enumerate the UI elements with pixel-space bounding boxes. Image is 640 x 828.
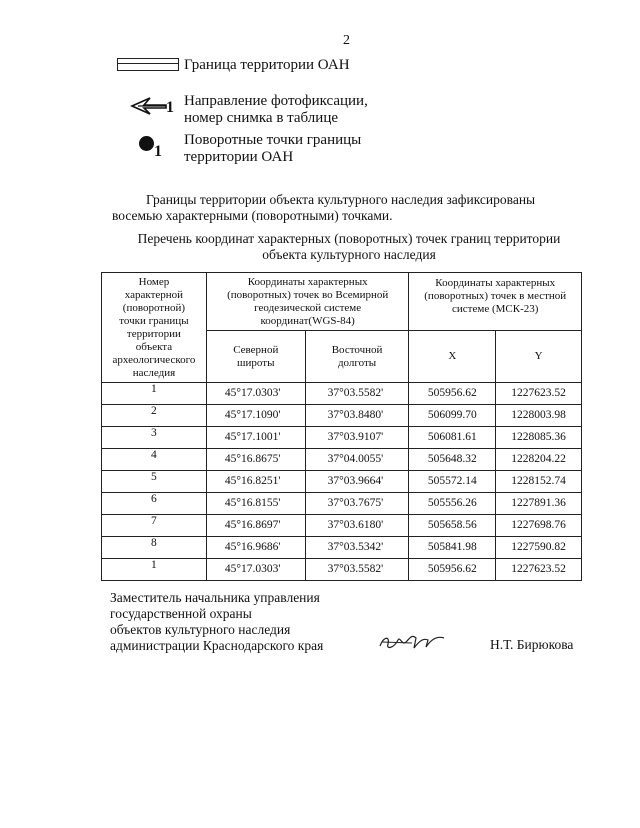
header-y: Y: [496, 331, 582, 383]
coordinates-table: [101, 272, 582, 581]
table-cell-x: 505658.56: [409, 515, 496, 537]
header-x: X: [409, 331, 496, 383]
signer-name: Н.Т. Бирюкова: [490, 637, 574, 652]
legend-points-label-line1: Поворотные точки границы: [184, 132, 362, 148]
paragraph-line1: Границы территории объекта культурного наследия зафиксированы: [146, 192, 536, 207]
table-cell-lon: 37°03.5582': [305, 383, 409, 405]
table-row: [102, 515, 582, 537]
table-cell-lon: 37°03.7675': [305, 493, 409, 515]
table-cell-lat: 45°17.0303': [206, 383, 305, 405]
table-row: [102, 537, 582, 559]
handwritten-signature: [376, 630, 448, 654]
direction-number: 1: [166, 99, 174, 116]
table-cell-lat: 45°17.0303': [206, 559, 305, 581]
table-cell-lon: 37°03.5342': [305, 537, 409, 559]
table-cell-n: 8: [102, 537, 207, 559]
table-cell-n: 1: [102, 559, 207, 581]
table-row: [102, 405, 582, 427]
paragraph-line2: восемью характерными (поворотными) точками.: [112, 208, 393, 223]
page-number: 2: [343, 33, 350, 48]
table-cell-lon: 37°03.6180': [305, 515, 409, 537]
table-cell-y: 1228003.98: [496, 405, 582, 427]
table-cell-x: 505956.62: [409, 559, 496, 581]
signer-title-line2: государственной охраны: [110, 606, 252, 621]
table-cell-lon: 37°03.8480': [305, 405, 409, 427]
photo-direction-arrow-icon: [130, 95, 170, 117]
table-cell-y: 1228204.22: [496, 449, 582, 471]
table-cell-lon: 37°03.9664': [305, 471, 409, 493]
header-msk23: Координаты характерных (поворотных) точек в местной системе (МСК-23): [409, 273, 582, 331]
table-caption-line2: объекта культурного наследия: [262, 247, 436, 262]
table-row: [102, 471, 582, 493]
header-point-number: Номер характерной (поворотной) точки границы территории объекта археологического наследия: [102, 273, 207, 383]
table-cell-y: 1228085.36: [496, 427, 582, 449]
table-row: [102, 449, 582, 471]
table-caption-line1: Перечень координат характерных (поворотных) точек границ территории: [137, 231, 561, 246]
table-cell-x: 506081.61: [409, 427, 496, 449]
table-cell-lat: 45°16.8251': [206, 471, 305, 493]
header-wgs84: Координаты характерных (поворотных) точек во Всемирной геодезической системе координат(WGS-84): [206, 273, 409, 331]
legend-points-label-line2: территории ОАН: [184, 149, 294, 165]
signer-title-line3: объектов культурного наследия: [110, 622, 291, 637]
turning-point-dot-icon: [139, 136, 154, 151]
table-cell-n: 1: [102, 383, 207, 405]
header-lat: Северной широты: [206, 331, 305, 383]
table-cell-n: 3: [102, 427, 207, 449]
table-cell-y: 1227891.36: [496, 493, 582, 515]
table-cell-lat: 45°16.9686': [206, 537, 305, 559]
table-cell-y: 1227698.76: [496, 515, 582, 537]
table-row: [102, 427, 582, 449]
table-cell-n: 4: [102, 449, 207, 471]
signer-title-line4: администрации Краснодарского края: [110, 638, 324, 653]
table-cell-y: 1227623.52: [496, 559, 582, 581]
boundary-line-symbol: [117, 58, 179, 71]
points-number: 1: [154, 143, 162, 160]
legend-direction-label-line1: Направление фотофиксации,: [184, 93, 368, 109]
table-cell-x: 505572.14: [409, 471, 496, 493]
table-cell-y: 1227590.82: [496, 537, 582, 559]
table-cell-lat: 45°16.8155': [206, 493, 305, 515]
table-cell-n: 2: [102, 405, 207, 427]
table-cell-lon: 37°03.9107': [305, 427, 409, 449]
table-row: [102, 559, 582, 581]
header-lon: Восточной долготы: [305, 331, 409, 383]
table-cell-x: 505841.98: [409, 537, 496, 559]
table-cell-lon: 37°03.5582': [305, 559, 409, 581]
table-cell-lon: 37°04.0055': [305, 449, 409, 471]
table-cell-n: 7: [102, 515, 207, 537]
table-cell-y: 1227623.52: [496, 383, 582, 405]
table-cell-lat: 45°16.8697': [206, 515, 305, 537]
table-cell-x: 505556.26: [409, 493, 496, 515]
table-cell-x: 505956.62: [409, 383, 496, 405]
legend-boundary-label: Граница территории ОАН: [184, 57, 350, 73]
table-cell-lat: 45°17.1001': [206, 427, 305, 449]
table-cell-x: 505648.32: [409, 449, 496, 471]
legend-direction-label-line2: номер снимка в таблице: [184, 110, 338, 126]
table-row: [102, 493, 582, 515]
table-cell-lat: 45°17.1090': [206, 405, 305, 427]
signer-title-line1: Заместитель начальника управления: [110, 590, 320, 605]
table-cell-lat: 45°16.8675': [206, 449, 305, 471]
table-cell-y: 1228152.74: [496, 471, 582, 493]
table-row: [102, 383, 582, 405]
table-cell-x: 506099.70: [409, 405, 496, 427]
table-cell-n: 6: [102, 493, 207, 515]
table-cell-n: 5: [102, 471, 207, 493]
signature-block: [110, 590, 323, 654]
